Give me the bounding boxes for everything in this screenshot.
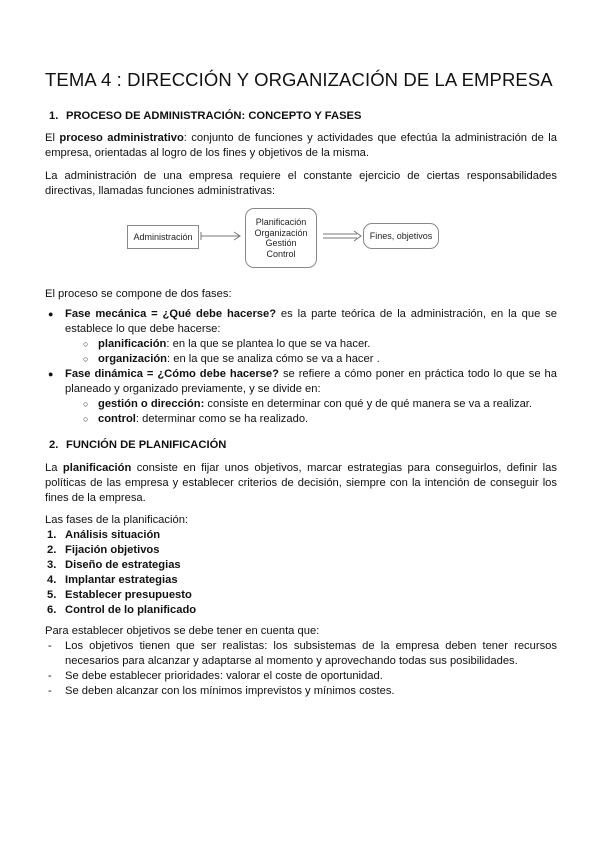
section-1-number: 1.	[49, 110, 59, 122]
bullet-icon: ●	[48, 309, 54, 319]
dash-bullet: -	[48, 640, 52, 652]
para-bold-term: proceso administrativo	[59, 132, 184, 144]
objectives-notes-list	[45, 639, 557, 699]
para-bold-term: planificación	[62, 462, 132, 474]
step-label: Diseño de estrategias	[65, 559, 181, 571]
dash-bullet: -	[48, 670, 52, 682]
para-text: El proceso se compone de dos fases:	[45, 288, 232, 300]
sub-item-term: organización	[98, 353, 167, 365]
double-arrow-right-icon	[321, 229, 365, 243]
bullet-icon: ●	[48, 369, 54, 379]
note-text: necesarios para alcanzar y adaptarse al momento y aprovechando todas sus posibilidades.	[65, 655, 518, 667]
para-text: : conjunto de funciones y actividades que efectúa la administración de la	[183, 132, 557, 144]
section-2-heading	[49, 438, 226, 453]
para-prefix: La	[45, 462, 63, 474]
para-text: Las fases de la planificación:	[45, 514, 189, 526]
planning-step	[45, 573, 196, 588]
planning-step	[45, 588, 196, 603]
sub-item-management	[65, 397, 557, 412]
phase-item-mechanical	[45, 307, 557, 367]
diagram-box-administration	[127, 225, 199, 249]
step-label: Análisis situación	[65, 529, 161, 541]
section-2-number: 2.	[49, 439, 59, 451]
para-prefix: El	[45, 132, 60, 144]
note-text: Se deben alcanzar con los mínimos imprevistos y mínimos costes.	[65, 685, 395, 697]
planning-step	[45, 528, 196, 543]
diagram-box-goals	[363, 223, 439, 249]
step-number: 4.	[47, 574, 57, 586]
phase-sub-list	[65, 337, 557, 367]
phase-title: Fase dinámica = ¿Cómo debe hacerse?	[65, 368, 279, 380]
diagram-label: Administración	[133, 231, 193, 242]
planning-step	[45, 543, 196, 558]
para-text: empresa, orientadas al logro de los fines y objetivos de la misma.	[45, 147, 369, 159]
circle-bullet-icon: ○	[83, 414, 89, 424]
step-number: 3.	[47, 559, 57, 571]
section-2-heading-text: FUNCIÓN DE PLANIFICACIÓN	[66, 439, 227, 451]
step-label: Control de lo planificado	[65, 604, 197, 616]
phase-text: se refiere a cómo poner en práctica todo lo que se ha	[279, 368, 558, 380]
step-label: Establecer presupuesto	[65, 589, 192, 601]
diagram-label: Gestión	[265, 238, 297, 248]
sub-item-term: gestión o dirección:	[98, 398, 205, 410]
diagram-box-functions	[245, 208, 317, 268]
para-text: consiste en fijar unos objetivos, marcar estrategias para conseguirlos, definir las	[131, 462, 557, 474]
section-1-paragraph-2	[45, 169, 557, 199]
phase-title: Fase mecánica = ¿Qué debe hacerse?	[65, 308, 277, 320]
arrow-right-icon	[199, 229, 243, 243]
planning-step	[45, 603, 196, 618]
sub-item-planning	[65, 337, 557, 352]
sub-item-text: : en la que se analiza cómo se va a hacer .	[167, 353, 380, 365]
phase-item-dynamic	[45, 367, 557, 427]
phase-text: es la parte teórica de la administración, en la que se	[276, 308, 557, 320]
administration-diagram	[45, 207, 557, 272]
step-number: 5.	[47, 589, 57, 601]
section-2-paragraph-3	[45, 624, 557, 639]
dash-bullet: -	[48, 685, 52, 697]
para-text: políticas de las empresa y establecer criterios de decisión, siempre con la intención de conseguir los	[45, 477, 557, 489]
sub-item-text: : en la que se plantea lo que se va hacer.	[166, 338, 371, 350]
sub-item-text: : determinar como se ha realizado.	[135, 413, 309, 425]
circle-bullet-icon: ○	[83, 399, 89, 409]
diagram-label: Organización	[254, 227, 308, 238]
phase-text: planeado y organizado previamente, y se divide en:	[65, 383, 321, 395]
step-label: Fijación objetivos	[65, 544, 160, 556]
section-1-paragraph-3	[45, 287, 557, 302]
step-label: Implantar estrategias	[65, 574, 178, 586]
note-item	[45, 669, 557, 684]
sub-item-control	[65, 412, 557, 427]
step-number: 6.	[47, 604, 57, 616]
planning-steps-list	[45, 528, 196, 618]
note-text: Los objetivos tienen que ser realistas: los subsistemas de la empresa deben tener recursos	[65, 640, 557, 652]
sub-item-text: consiste en determinar con qué y de qué manera se va a realizar.	[204, 398, 533, 410]
para-text: Para establecer objetivos se debe tener en cuenta que:	[45, 625, 320, 637]
phases-list	[45, 307, 557, 427]
diagram-label: Control	[266, 248, 296, 259]
phase-sub-list	[65, 397, 557, 427]
diagram-label: Fines, objetivos	[369, 230, 433, 241]
sub-item-organization	[65, 352, 557, 367]
step-number: 1.	[47, 529, 57, 541]
section-2-paragraph-1	[45, 461, 557, 506]
para-text: fines de la empresa.	[45, 492, 146, 504]
section-2-paragraph-2	[45, 513, 557, 528]
sub-item-term: control	[98, 413, 136, 425]
planning-step	[45, 558, 196, 573]
para-text: La administración de una empresa requiere el constante ejercicio de ciertas responsabilidades	[45, 170, 557, 182]
sub-item-term: planificación	[98, 338, 167, 350]
section-1-paragraph-1	[45, 131, 557, 161]
circle-bullet-icon: ○	[83, 354, 89, 364]
para-text: directivas, llamadas funciones administrativas:	[45, 185, 276, 197]
section-1-heading-text: PROCESO DE ADMINISTRACIÓN: CONCEPTO Y FASES	[66, 110, 362, 122]
step-number: 2.	[47, 544, 57, 556]
note-text: Se debe establecer prioridades: valorar el coste de oportunidad.	[65, 670, 383, 682]
document-title: TEMA 4 : DIRECCIÓN Y ORGANIZACIÓN DE LA EMPRESA	[45, 69, 553, 90]
note-item	[45, 684, 557, 699]
phase-text: establece lo que debe hacerse:	[65, 323, 221, 335]
section-1-heading	[49, 109, 361, 124]
diagram-label: Planificación	[255, 217, 307, 227]
circle-bullet-icon: ○	[83, 339, 89, 349]
note-item	[45, 639, 557, 669]
